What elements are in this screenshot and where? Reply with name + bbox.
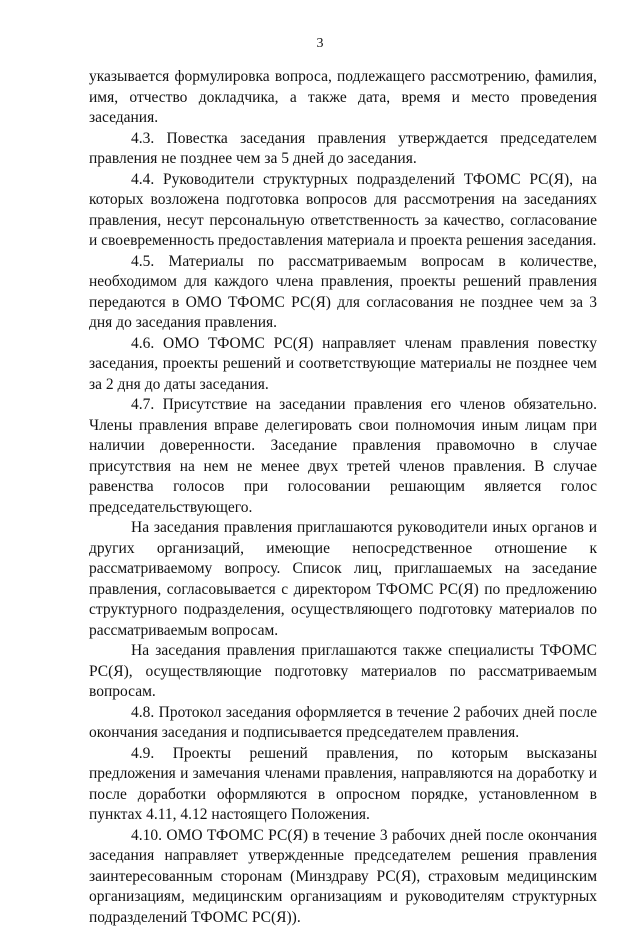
- paragraph-4-7: 4.7. Присутствие на заседании правления его членов обязательно. Члены правления вправе делегировать свои полномочия иным лицам при наличии доверенности. Заседание правления правомочно в случае присутствия на нем не менее двух третей членов правления. В случае равенства голосов при голосовании решающим является голос председательствующего.: [89, 395, 597, 518]
- document-body: [89, 67, 597, 928]
- paragraph-invited-heads: На заседания правления приглашаются руководители иных органов и других организаций, имеющие непосредственное отношение к рассматриваемому вопросу. Список лиц, приглашаемых на заседание правления, согласовывается с директором ТФОМС РС(Я) по предложению структурного подразделения, осуществляющего подготовку материалов по рассматриваемым вопросам.: [89, 518, 597, 641]
- paragraph-4-8: 4.8. Протокол заседания оформляется в течение 2 рабочих дней после окончания заседания и подписывается председателем правления.: [89, 703, 597, 744]
- paragraph-invited-specialists: На заседания правления приглашаются также специалисты ТФОМС РС(Я), осуществляющие подготовку материалов по рассматриваемым вопросам.: [89, 641, 597, 703]
- paragraph-4-3: 4.3. Повестка заседания правления утверждается председателем правления не позднее чем за 5 дней до заседания.: [89, 129, 597, 170]
- paragraph-4-6: 4.6. ОМО ТФОМС РС(Я) направляет членам правления повестку заседания, проекты решений и соответствующие материалы не позднее чем за 2 дня до даты заседания.: [89, 334, 597, 396]
- paragraph-4-10: 4.10. ОМО ТФОМС РС(Я) в течение 3 рабочих дней после окончания заседания направляет утвержденные председателем решения правления заинтересованным сторонам (Минздраву РС(Я), страховым медицинским организациям, медицинским организациям и руководителям структурных подразделений ТФОМС РС(Я)).: [89, 826, 597, 928]
- paragraph-4-9: 4.9. Проекты решений правления, по которым высказаны предложения и замечания членами правления, направляются на доработку и после доработки оформляются в опросном порядке, установленном в пунктах 4.11, 4.12 настоящего Положения.: [89, 744, 597, 826]
- paragraph-4-4: 4.4. Руководители структурных подразделений ТФОМС РС(Я), на которых возложена подготовка вопросов для рассмотрения на заседаниях правления, несут персональную ответственность за качество, согласование и своевременность предоставления материала и проекта решения заседания.: [89, 170, 597, 252]
- paragraph-continuation: указывается формулировка вопроса, подлежащего рассмотрению, фамилия, имя, отчество докладчика, а также дата, время и место проведения заседания.: [89, 67, 597, 129]
- paragraph-4-5: 4.5. Материалы по рассматриваемым вопросам в количестве, необходимом для каждого члена правления, проекты решений правления передаются в ОМО ТФОМС РС(Я) для согласования не позднее чем за 3 дня до заседания правления.: [89, 252, 597, 334]
- page-number: 3: [0, 36, 640, 52]
